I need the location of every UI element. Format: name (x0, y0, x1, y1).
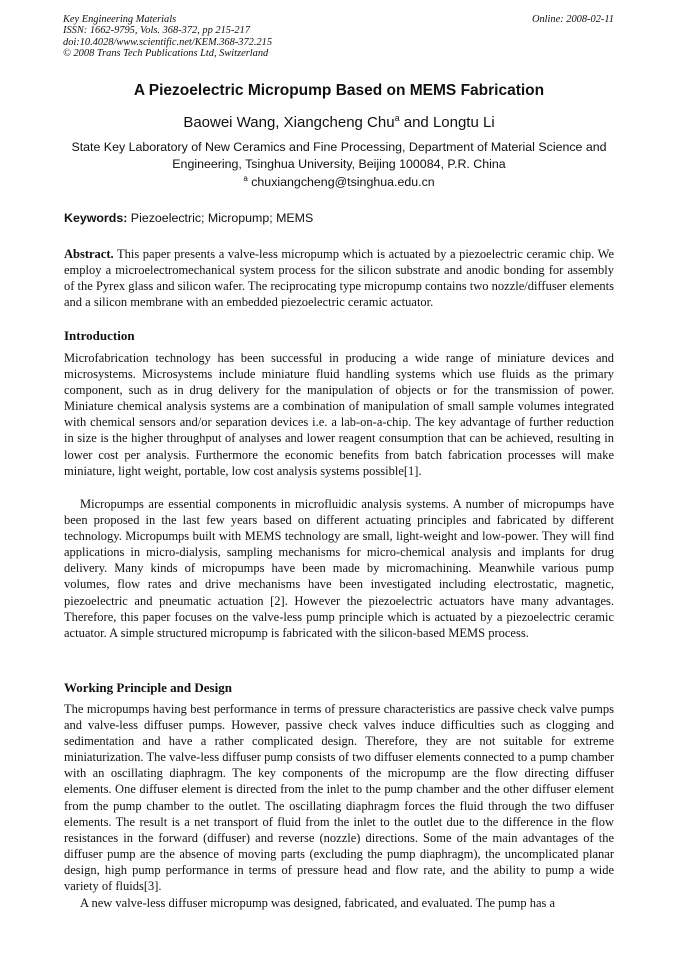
authors-rest: and Longtu Li (399, 114, 495, 131)
keywords-label: Keywords: (64, 211, 128, 225)
email-address: chuxiangcheng@tsinghua.edu.cn (247, 175, 435, 189)
affiliation: State Key Laboratory of New Ceramics and Fine Processing, Department of Material Science and Engineering, Tsinghua University, Beijing 100084, P.R. China (71, 140, 607, 171)
journal-issn: ISSN: 1662-9795, Vols. 368-372, pp 215-217 (63, 25, 251, 37)
email-superscript: a (243, 174, 248, 183)
authors-first: Baowei Wang, Xiangcheng Chu (183, 114, 395, 131)
online-date: Online: 2008-02-11 (531, 14, 614, 25)
journal-copyright: © 2008 Trans Tech Publications Ltd, Switzerland (63, 47, 269, 59)
introduction-paragraph-2: Micropumps are essential components in microfluidic analysis systems. A number of micropumps have been proposed in the last few years based on different actuating principles and fabricated by different technology. Micropumps built with MEMS technology are small, light-weight and low-power. They will find applications in micro-dialysis, sampling mechanisms for micro-chemical analysis and implants for drug delivery. Many kinds of micropumps have been made by micromachining. Meanwhile various pump volumes, flow rates and drive mechanisms have been investigated including electrostatic, magnetic, piezoelectric and pneumatic actuation [2]. However the piezoelectric actuators have many advantages. Therefore, this paper focuses on the valve-less pump principle which is actuated by a piezoelectric ceramic actuator. A simple structured micropump is fabricated with the silicon-based MEMS process. (64, 497, 614, 640)
journal-doi: doi:10.4028/www.scientific.net/KEM.368-372.215 (63, 36, 273, 48)
journal-name: Key Engineering Materials (63, 14, 177, 25)
author-superscript: a (394, 113, 400, 123)
introduction-heading: Introduction (64, 328, 135, 343)
author-list (0, 114, 678, 131)
keywords-text: Piezoelectric; Micropump; MEMS (127, 211, 314, 225)
email-line (0, 175, 678, 189)
working-principle-paragraph-1: The micropumps having best performance in terms of pressure characteristics are passive check valve pumps and valve-less diffuser pumps. However, passive check valves induce difficulties such as clogging and sedimentation and have a rather complicated design. Therefore, they are not suitable for extreme miniaturization. The valve-less diffuser pump consists of two diffuser elements connected to a pump chamber with an oscillating diaphragm. The key components of the micropump are the flow directing diffuser elements. One diffuser element is directed from the inlet to the pump chamber and the other diffuser element from the pump chamber to the outlet. The oscillating diaphragm forces the fluid through the two diffuser elements. The result is a net transport of fluid from the inlet to the outlet due to the difference in the flow resistances in the forward (diffuser) and reverse (nozzle) directions. Some of the main advantages of the diffuser pump are the absence of moving parts (excluding the pump diaphragm), the uncomplicated planar design, high pump performance in terms of pressure head and flow rate, and the ability to pump a wide variety of fluids[3]. (64, 702, 614, 894)
introduction-paragraph-1: Microfabrication technology has been successful in producing a wide range of miniature devices and microsystems. Microsystems include miniature fluid handling systems which use fluids as the primary component, such as in drug delivery for the manipulation of objects or for the transmission of power. Miniature chemical analysis systems are a combination of manipulation of small sample volumes integrated with chemical sensors and/or separation devices i.e. a lab-on-a-chip. The key advantage of further reduction in size is the higher throughput of analyses and lower reagent consumption that can be achieved, resulting in lower cost per analysis. Furthermore the economic benefits from batch fabrication processes will make miniature, light weight, portable, low cost analysis systems possible[1]. (64, 351, 614, 478)
paper-title: A Piezoelectric Micropump Based on MEMS Fabrication (133, 82, 545, 99)
abstract (64, 246, 614, 310)
abstract-label: Abstract. (64, 247, 114, 261)
journal-header (63, 14, 272, 59)
working-principle-paragraph-2: A new valve-less diffuser micropump was designed, fabricated, and evaluated. The pump has a (80, 896, 556, 910)
working-principle-heading: Working Principle and Design (64, 680, 232, 695)
keywords (64, 211, 313, 225)
abstract-text: This paper presents a valve-less micropump which is actuated by a piezoelectric ceramic chip. We employ a microelectromechanical system process for the silicon substrate and anodic bonding for assembly of the Pyrex glass and silicon wafer. The reciprocating type micropump contains two nozzle/diffuser elements and a silicon membrane with an embedded piezoelectric ceramic actuator. (64, 247, 614, 310)
